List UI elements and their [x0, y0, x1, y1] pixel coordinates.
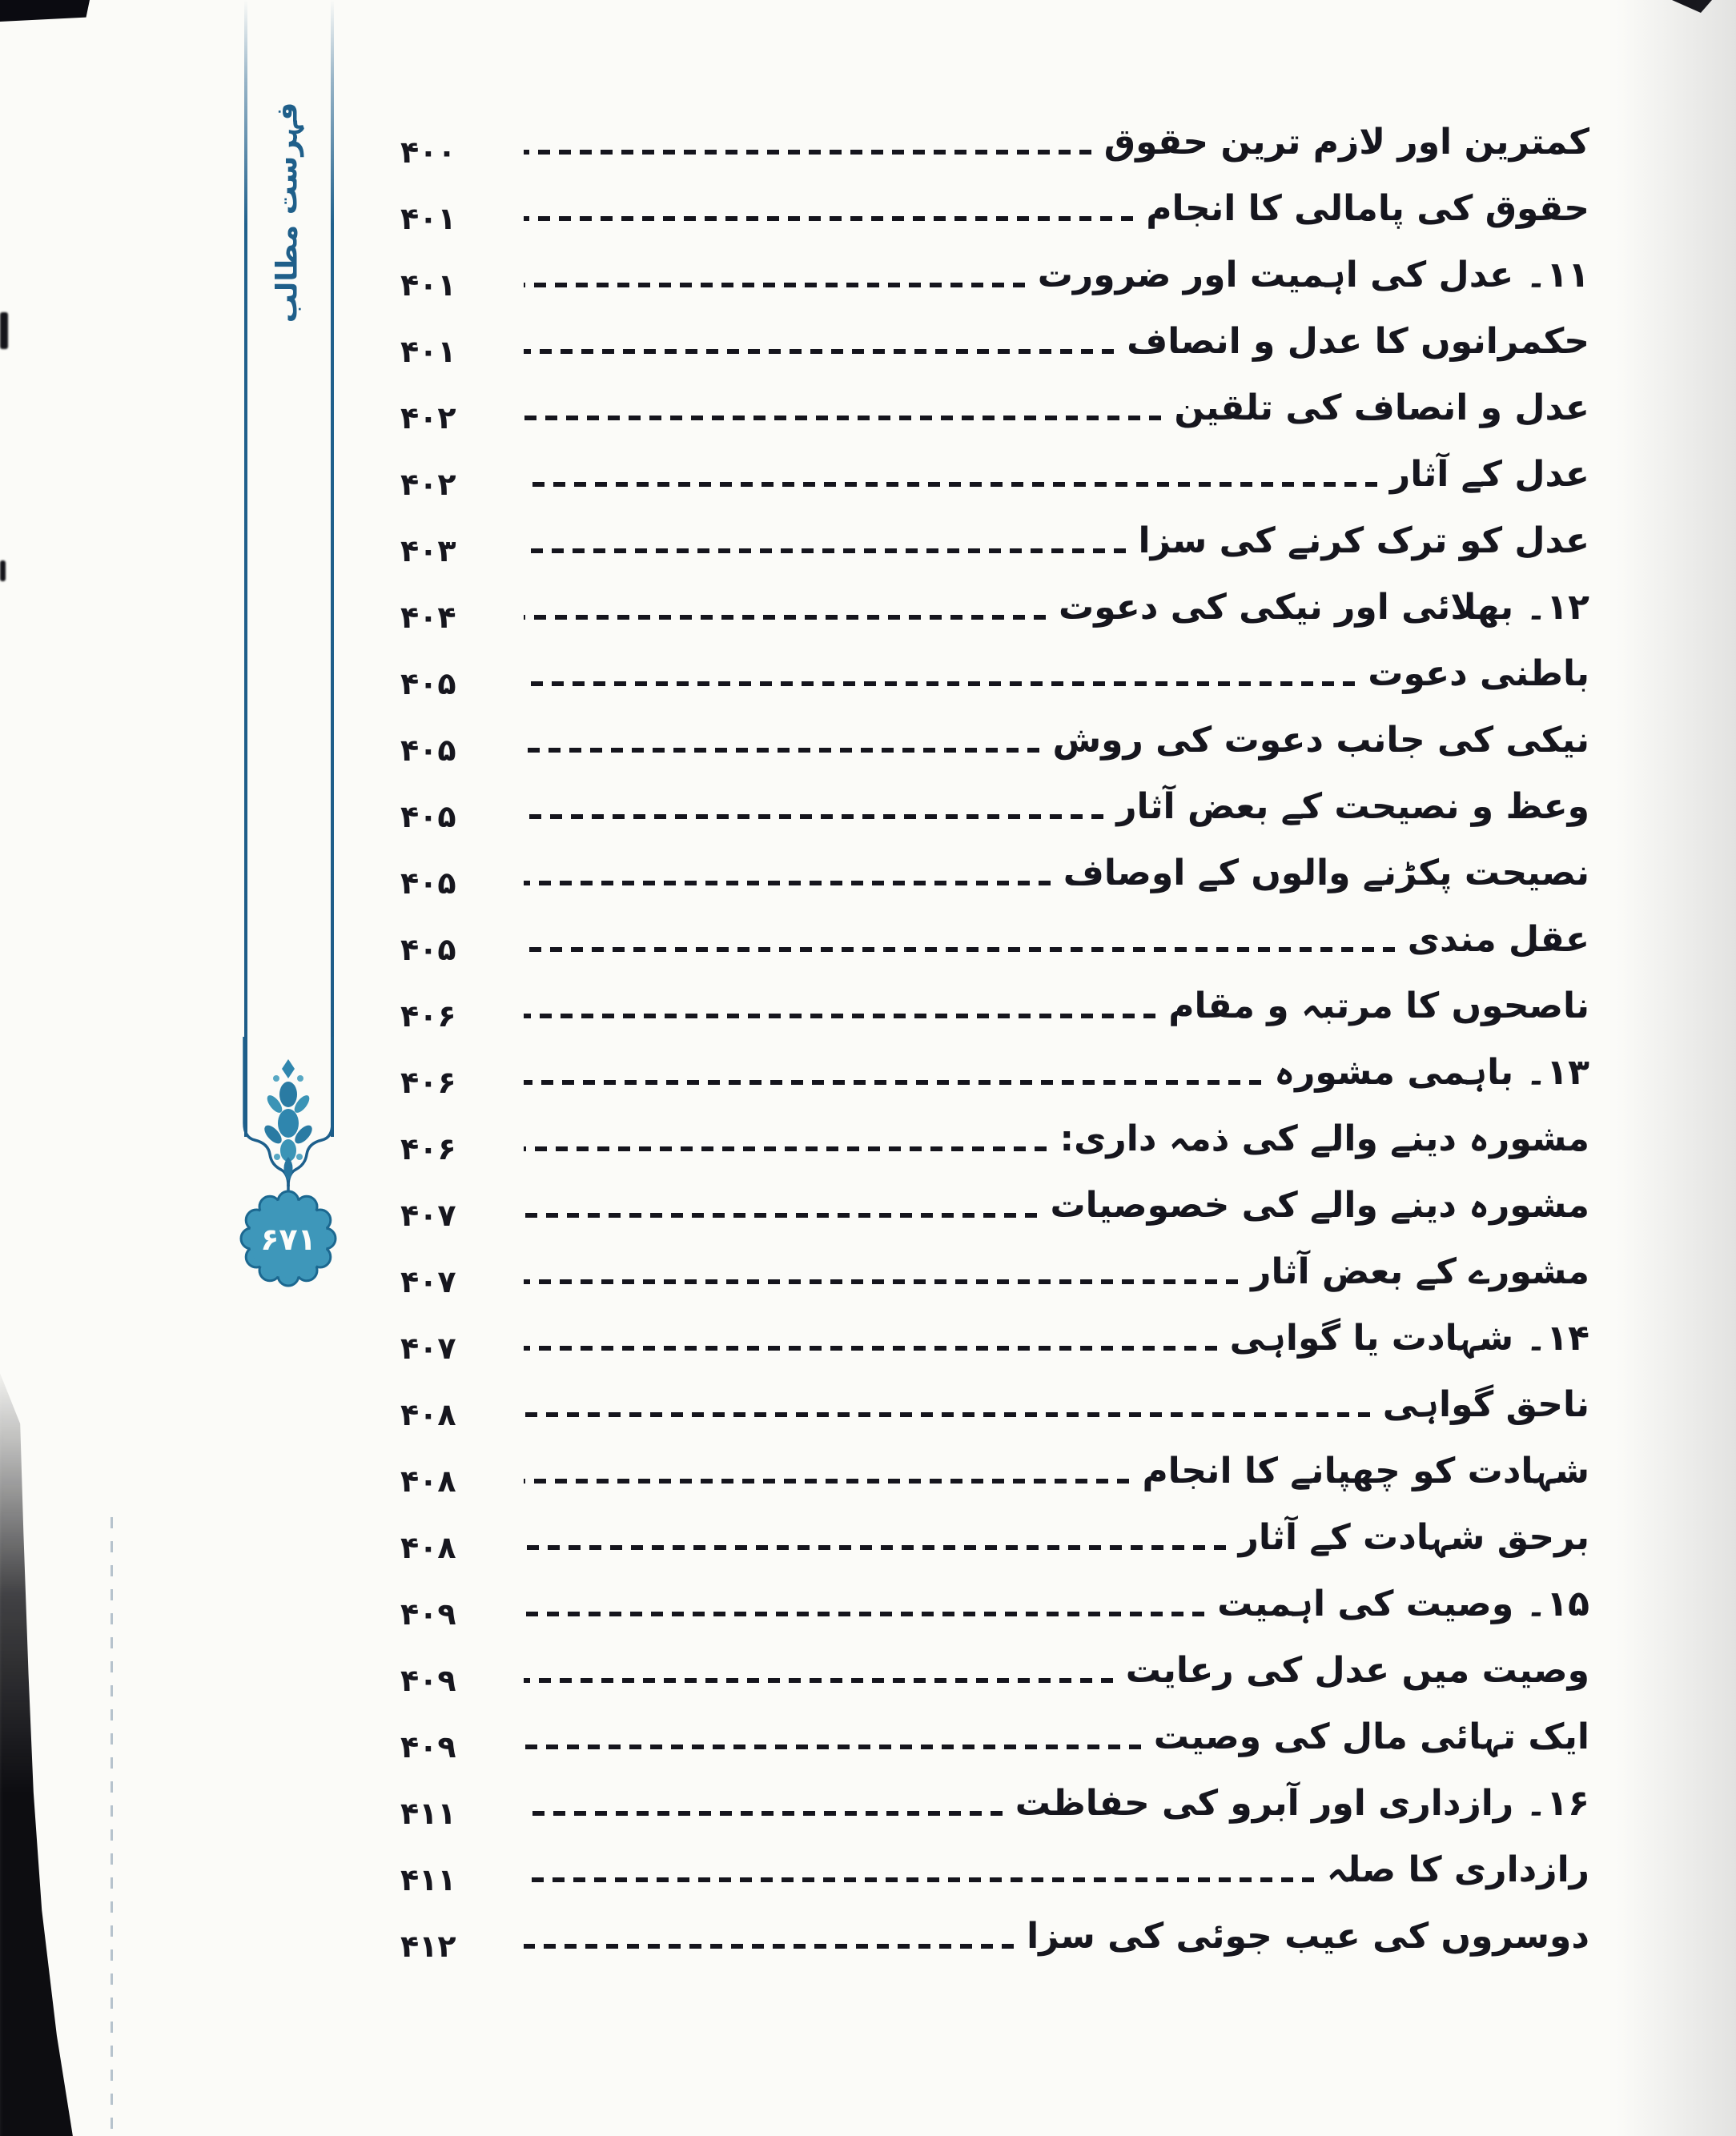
- toc-entry: [400, 916, 1589, 982]
- toc-entry: [400, 185, 1589, 251]
- dotted-leader: [524, 947, 1395, 952]
- toc-entry-title: ۱۳۔ باہمی مشورہ: [1274, 1052, 1589, 1093]
- toc-entry-title: وصیت میں عدل کی رعایت: [1125, 1650, 1589, 1691]
- scan-artifact-top-right: [1672, 0, 1712, 13]
- toc-entry-title: برحق شہادت کے آثار: [1238, 1517, 1589, 1558]
- toc-entry-page-number: ۴۰۸: [400, 1463, 456, 1499]
- toc-entry-page-number: ۴۱۲: [400, 1928, 456, 1964]
- toc-entry-page-number: ۴۰۶: [400, 1130, 456, 1166]
- toc-entry: [400, 982, 1589, 1049]
- dotted-leader: [524, 1146, 1047, 1151]
- toc-entry: [400, 849, 1589, 916]
- toc-entry-page-number: ۴۰۲: [400, 466, 456, 502]
- dotted-leader: [524, 1545, 1226, 1550]
- toc-entry-title: ناصحوں کا مرتبہ و مقام: [1168, 986, 1589, 1026]
- toc-entry-title: رازداری کا صلہ: [1326, 1849, 1589, 1890]
- toc-entry-page-number: ۴۰۹: [400, 1662, 456, 1698]
- toc-entry-title: کمترین اور لازم ترین حقوق: [1103, 122, 1589, 163]
- toc-entry: [400, 1780, 1589, 1846]
- toc-entry-page-number: ۴۰۷: [400, 1330, 456, 1366]
- toc-entry-page-number: ۴۰۵: [400, 665, 456, 701]
- toc-entry: [400, 1846, 1589, 1913]
- sidebar-title-text: فہرست مطالب: [271, 102, 304, 323]
- dotted-leader: [524, 1745, 1141, 1749]
- floral-ornament-icon: [261, 1059, 315, 1181]
- dotted-leader: [524, 1877, 1314, 1882]
- toc-entry-page-number: ۴۰۸: [400, 1529, 456, 1565]
- toc-entry: [400, 118, 1589, 185]
- dotted-leader: [524, 1080, 1261, 1085]
- toc-entry-page-number: ۴۰۱: [400, 333, 456, 369]
- book-binding-shadow: [0, 1361, 78, 2136]
- toc-entry: [400, 451, 1589, 517]
- medallion-page-number: ۶۷۱: [260, 1222, 316, 1257]
- toc-entry: [400, 1248, 1589, 1315]
- dotted-leader: [524, 1944, 1014, 1949]
- toc-entry: [400, 1315, 1589, 1381]
- toc-entry-title: ۱۴۔ شہادت یا گواہی: [1229, 1318, 1589, 1359]
- toc-entry-title: عدل و انصاف کی تلقین: [1174, 387, 1589, 428]
- toc-entry-page-number: ۴۰۹: [400, 1728, 456, 1765]
- toc-entry: [400, 517, 1589, 584]
- toc-entry-title: ۱۲۔ بھلائی اور نیکی کی دعوت: [1059, 587, 1589, 628]
- toc-entry: [400, 1381, 1589, 1447]
- toc-entry-page-number: ۴۰۱: [400, 267, 456, 303]
- dotted-leader: [524, 681, 1355, 686]
- dotted-leader: [524, 482, 1377, 487]
- dotted-leader: [524, 283, 1025, 287]
- toc-entry-title: ۱۱۔ عدل کی اہمیت اور ضرورت: [1037, 255, 1589, 295]
- toc-entry-page-number: ۴۰۰: [400, 134, 456, 170]
- toc-entry: [400, 650, 1589, 717]
- toc-entry-title: عقل مندی: [1407, 919, 1589, 960]
- toc-entry: [400, 584, 1589, 650]
- toc-entry: [400, 1713, 1589, 1780]
- dotted-leader: [524, 150, 1091, 155]
- toc-entry-page-number: ۴۰۵: [400, 798, 456, 834]
- dotted-leader: [524, 1479, 1129, 1484]
- toc-entry: [400, 251, 1589, 318]
- toc-entry-page-number: ۴۱۱: [400, 1795, 456, 1831]
- dotted-leader: [524, 814, 1103, 819]
- toc-entry-page-number: ۴۰۶: [400, 1064, 456, 1100]
- toc-entry-title: مشورہ دینے والے کی خصوصیات: [1050, 1185, 1589, 1226]
- toc-entry-title: دوسروں کی عیب جوئی کی سزا: [1027, 1916, 1589, 1957]
- toc-entry: [400, 1115, 1589, 1182]
- toc-entry-page-number: ۴۰۵: [400, 865, 456, 901]
- toc-entry-title: عدل کے آثار: [1389, 454, 1589, 495]
- toc-entry-title: مشورہ دینے والے کی ذمہ داری:: [1059, 1118, 1589, 1159]
- toc-entry-title: حقوق کی پامالی کا انجام: [1146, 188, 1589, 229]
- scan-artifact-left-edge: [0, 312, 8, 349]
- toc-entry-page-number: ۴۰۶: [400, 998, 456, 1034]
- toc-entry: [400, 1514, 1589, 1580]
- toc-entry: [400, 717, 1589, 783]
- toc-entry-title: عدل کو ترک کرنے کی سزا: [1138, 520, 1589, 561]
- toc-entry-title: ایک تہائی مال کی وصیت: [1153, 1716, 1589, 1757]
- scan-artifact-left-edge: [0, 560, 6, 581]
- dotted-leader: [524, 1811, 1003, 1816]
- toc-entry-title: مشورے کے بعض آثار: [1251, 1251, 1589, 1292]
- toc-entry-page-number: ۴۰۷: [400, 1263, 456, 1299]
- toc-entry-title: حکمرانوں کا عدل و انصاف: [1127, 321, 1589, 362]
- toc-list: [400, 118, 1589, 1979]
- dotted-leader: [524, 1279, 1238, 1284]
- dotted-leader: [524, 615, 1046, 620]
- toc-entry: [400, 783, 1589, 849]
- toc-entry: [400, 384, 1589, 451]
- toc-entry-title: شہادت کو چھپانے کا انجام: [1142, 1451, 1589, 1492]
- toc-entry: [400, 1913, 1589, 1979]
- toc-entry-title: ناحق گواہی: [1382, 1384, 1589, 1425]
- toc-entry: [400, 1580, 1589, 1647]
- toc-entry: [400, 1647, 1589, 1713]
- dotted-leader: [524, 1678, 1113, 1683]
- toc-entry-page-number: ۴۰۵: [400, 931, 456, 967]
- toc-entry-page-number: ۴۰۷: [400, 1197, 456, 1233]
- toc-entry-page-number: ۴۰۹: [400, 1596, 456, 1632]
- toc-entry-title: ۱۵۔ وصیت کی اہمیت: [1217, 1584, 1589, 1624]
- toc-entry-title: ۱۶۔ رازداری اور آبرو کی حفاظت: [1015, 1783, 1589, 1824]
- toc-entry: [400, 1049, 1589, 1115]
- toc-entry-page-number: ۴۰۱: [400, 200, 456, 236]
- toc-entry-title: نصیحت پکڑنے والوں کے اوصاف: [1063, 853, 1589, 893]
- scan-artifact-top-left: [0, 0, 90, 22]
- page-number-medallion-icon: [241, 1191, 336, 1286]
- toc-entry-page-number: ۴۰۴: [400, 599, 456, 635]
- page-fold-line: [111, 1517, 113, 2136]
- dotted-leader: [524, 748, 1039, 753]
- toc-entry-page-number: ۴۰۸: [400, 1396, 456, 1432]
- dotted-leader: [524, 881, 1051, 885]
- dotted-leader: [524, 1014, 1155, 1018]
- dotted-leader: [524, 216, 1133, 221]
- dotted-leader: [524, 548, 1126, 553]
- dotted-leader: [524, 1346, 1217, 1351]
- toc-entry: [400, 318, 1589, 384]
- toc-entry-page-number: ۴۱۱: [400, 1861, 456, 1897]
- toc-entry-title: باطنی دعوت: [1368, 653, 1589, 694]
- sidebar-ornament: [235, 1037, 347, 1301]
- dotted-leader: [524, 416, 1161, 420]
- toc-entry: [400, 1182, 1589, 1248]
- sidebar-vertical-title: [239, 102, 336, 323]
- toc-entry-title: وعظ و نصیحت کے بعض آثار: [1116, 786, 1589, 827]
- dotted-leader: [524, 349, 1114, 354]
- toc-entry-title: نیکی کی جانب دعوت کی روش: [1052, 720, 1589, 761]
- toc-entry-page-number: ۴۰۲: [400, 399, 456, 436]
- toc-entry-page-number: ۴۰۳: [400, 532, 456, 568]
- dotted-leader: [524, 1213, 1037, 1218]
- dotted-leader: [524, 1612, 1204, 1616]
- dotted-leader: [524, 1412, 1370, 1417]
- toc-entry: [400, 1447, 1589, 1514]
- toc-entry-page-number: ۴۰۵: [400, 732, 456, 768]
